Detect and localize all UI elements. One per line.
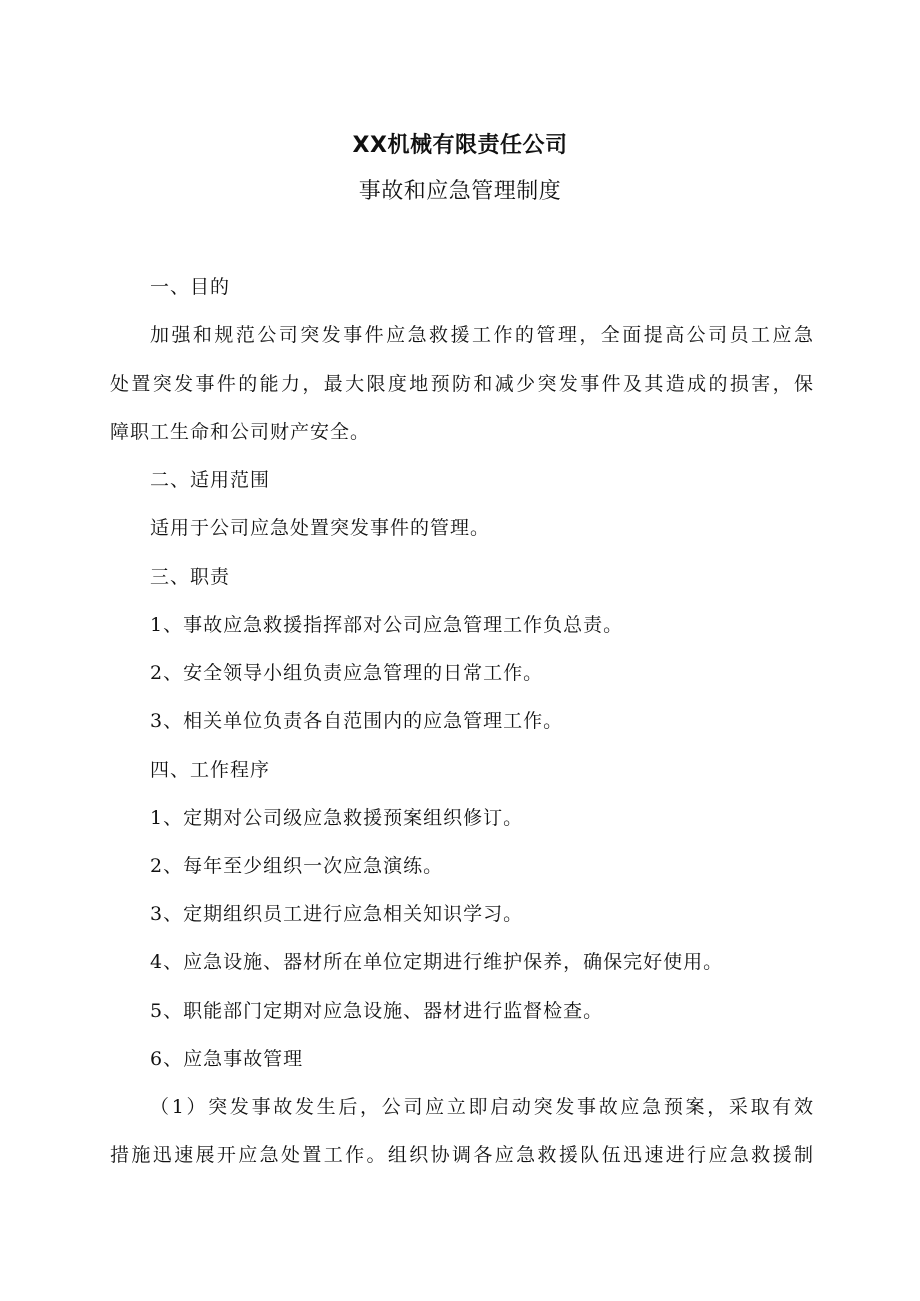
company-title: XX机械有限责任公司 bbox=[352, 133, 568, 158]
section-2-heading: 二、适用范围 bbox=[150, 469, 271, 491]
section-4-heading: 四、工作程序 bbox=[150, 759, 271, 781]
section-4-item: 5、职能部门定期对应急设施、器材进行监督检查。 bbox=[150, 1000, 604, 1022]
section-3-item: 1、事故应急救援指挥部对公司应急管理工作负总责。 bbox=[150, 614, 624, 636]
section-4-item: 3、定期组织员工进行应急相关知识学习。 bbox=[150, 903, 524, 925]
section-4-6-paragraph-line: （1）突发事故发生后，公司应立即启动突发事故应急预案，采取有效 bbox=[150, 1096, 814, 1118]
section-3-item: 3、相关单位负责各自范围内的应急管理工作。 bbox=[150, 710, 564, 732]
section-4-6-paragraph-line: 措施迅速展开应急处置工作。组织协调各应急救援队伍迅速进行应急救援制 bbox=[110, 1144, 814, 1166]
section-1-paragraph-line: 处置突发事件的能力，最大限度地预防和减少突发事件及其造成的损害，保 bbox=[110, 373, 814, 395]
section-2-text: 适用于公司应急处置突发事件的管理。 bbox=[150, 517, 491, 539]
section-4-item: 6、应急事故管理 bbox=[150, 1048, 304, 1070]
section-1-paragraph-line: 加强和规范公司突发事件应急救援工作的管理，全面提高公司员工应急 bbox=[150, 324, 814, 346]
section-1-heading: 一、目的 bbox=[150, 276, 231, 298]
section-4-item: 2、每年至少组织一次应急演练。 bbox=[150, 855, 444, 877]
document-title: 事故和应急管理制度 bbox=[358, 179, 562, 204]
section-3-item: 2、安全领导小组负责应急管理的日常工作。 bbox=[150, 662, 544, 684]
section-3-heading: 三、职责 bbox=[150, 566, 231, 588]
section-1-paragraph-line: 障职工生命和公司财产安全。 bbox=[110, 421, 371, 443]
section-4-item: 4、应急设施、器材所在单位定期进行维护保养，确保完好使用。 bbox=[150, 951, 724, 973]
section-4-item: 1、定期对公司级应急救援预案组织修订。 bbox=[150, 807, 524, 829]
